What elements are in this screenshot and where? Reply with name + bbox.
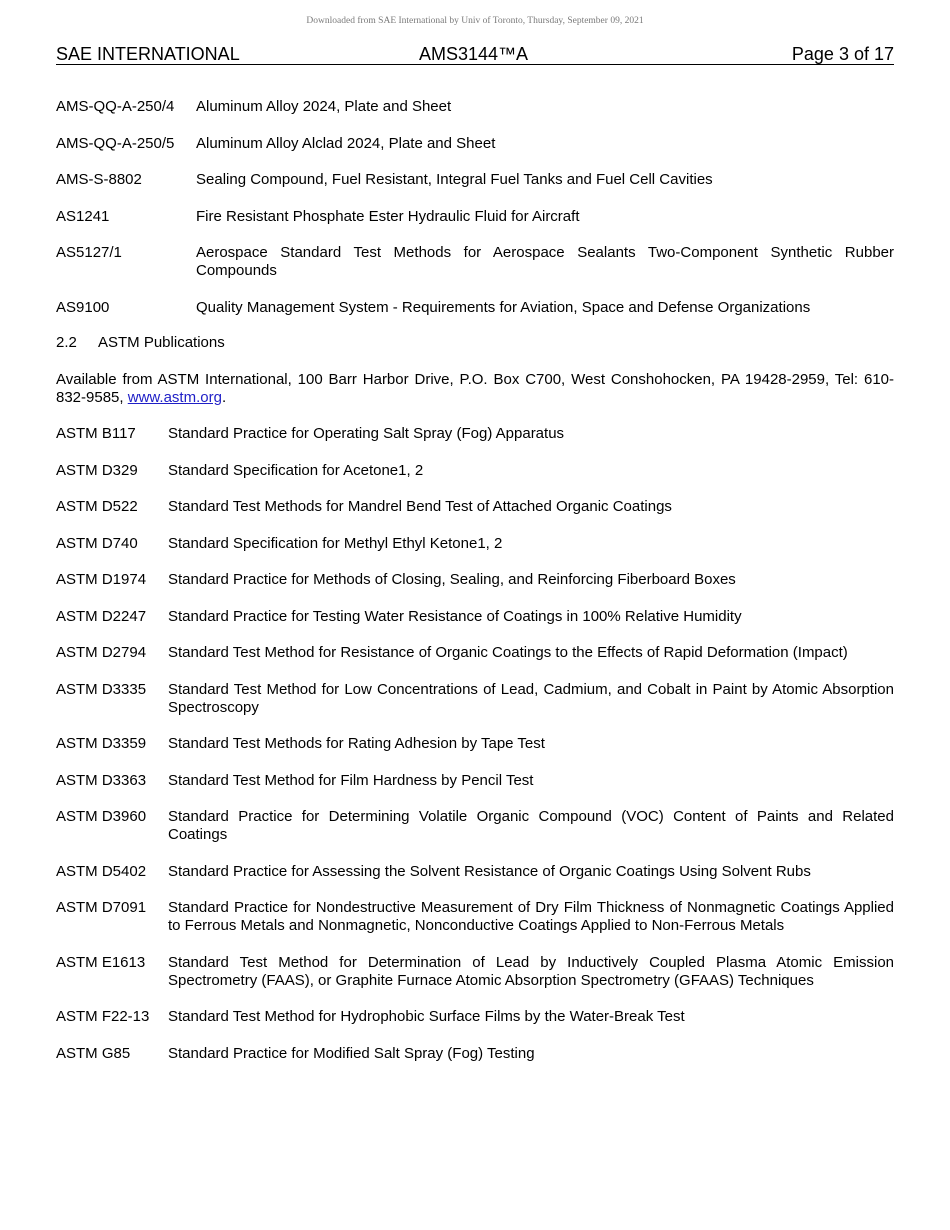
reference-code: ASTM D1974: [56, 571, 147, 588]
reference-item: [56, 571, 894, 589]
reference-title: Standard Test Method for Low Concentrations of Lead, Cadmium, and Cobalt in Paint by Atomic Absorption Spectroscopy: [168, 680, 894, 716]
reference-title: Standard Practice for Assessing the Solvent Resistance of Organic Coatings Using Solvent Rubs: [168, 862, 811, 880]
reference-title: Sealing Compound, Fuel Resistant, Integral Fuel Tanks and Fuel Cell Cavities: [196, 171, 713, 188]
reference-item: [56, 1008, 894, 1026]
reference-item: [56, 772, 894, 790]
reference-item: [56, 899, 894, 935]
reference-code: AS5127/1: [56, 244, 122, 261]
section-heading: [56, 334, 225, 352]
page-header: [56, 44, 894, 65]
reference-item: [56, 644, 894, 662]
astm-availability-paragraph: [56, 371, 894, 407]
header-page-number: Page 3 of 17: [791, 44, 894, 64]
reference-code: ASTM D3363: [56, 771, 147, 789]
reference-title: Fire Resistant Phosphate Ester Hydraulic Fluid for Aircraft: [196, 207, 580, 225]
reference-title: Standard Test Method for Film Hardness by Pencil Test: [168, 771, 534, 789]
reference-title: Aluminum Alloy Alclad 2024, Plate and Sheet: [196, 134, 496, 152]
reference-code: ASTM D3359: [56, 735, 147, 752]
header-document-number: AMS3144™A: [419, 44, 529, 64]
reference-code: AS9100: [56, 298, 110, 316]
availability-end: .: [221, 389, 227, 406]
reference-title: Quality Management System - Requirements for Aviation, Space and Defense Organizations: [196, 298, 811, 316]
reference-code: ASTM B117: [56, 425, 136, 442]
reference-title: Aerospace Standard Test Methods for Aerospace Sealants Two-Component Synthetic Rubber Compounds: [196, 244, 894, 279]
reference-item: [56, 808, 894, 844]
reference-title: Standard Practice for Modified Salt Spray (Fog) Testing: [168, 1044, 535, 1062]
reference-item: [56, 299, 894, 317]
reference-code: ASTM D3960: [56, 808, 147, 825]
reference-title: Standard Practice for Determining Volatile Organic Compound (VOC) Content of Paints and Related Coatings: [168, 808, 894, 843]
reference-code: ASTM D3335: [56, 680, 147, 698]
reference-code: ASTM D522: [56, 498, 138, 515]
reference-title: Standard Specification for Acetone1, 2: [168, 461, 424, 479]
sae-reference-list: [56, 98, 894, 317]
reference-item: [56, 735, 894, 753]
reference-title: Standard Practice for Methods of Closing, Sealing, and Reinforcing Fiberboard Boxes: [168, 571, 736, 588]
reference-code: ASTM D2247: [56, 607, 147, 625]
reference-title: Standard Test Method for Resistance of Organic Coatings to the Effects of Rapid Deformation (Impact): [168, 644, 848, 661]
reference-item: [56, 425, 894, 443]
reference-item: [56, 135, 894, 153]
reference-item: [56, 1045, 894, 1063]
reference-title: Standard Practice for Testing Water Resistance of Coatings in 100% Relative Humidity: [168, 607, 742, 625]
availability-text: Available from ASTM International, 100 Barr Harbor Drive, P.O. Box C700, West Conshohocken, PA 19428-2959, Tel: 610-832-9585,: [56, 371, 894, 406]
reference-item: [56, 208, 894, 226]
download-watermark: Downloaded from SAE International by Univ of Toronto, Thursday, September 09, 2021: [306, 16, 644, 26]
reference-title: Aluminum Alloy 2024, Plate and Sheet: [196, 98, 452, 115]
reference-item: [56, 954, 894, 990]
reference-title: Standard Test Methods for Mandrel Bend Test of Attached Organic Coatings: [168, 498, 672, 515]
reference-item: [56, 98, 894, 116]
reference-title: Standard Practice for Operating Salt Spray (Fog) Apparatus: [168, 425, 565, 442]
reference-item: [56, 171, 894, 189]
reference-code: ASTM D5402: [56, 862, 147, 880]
reference-item: [56, 863, 894, 881]
reference-item: [56, 535, 894, 553]
reference-code: ASTM D7091: [56, 899, 147, 916]
section-title: ASTM Publications: [98, 334, 225, 351]
section-number: 2.2: [56, 334, 77, 351]
reference-code: AS1241: [56, 207, 110, 225]
astm-reference-list: [56, 425, 894, 1063]
reference-code: AMS-S-8802: [56, 171, 142, 188]
reference-code: ASTM G85: [56, 1044, 131, 1062]
header-organization: SAE INTERNATIONAL: [56, 44, 240, 64]
reference-code: ASTM E1613: [56, 953, 146, 971]
reference-code: ASTM D740: [56, 534, 138, 552]
reference-code: ASTM F22-13: [56, 1008, 150, 1025]
reference-code: ASTM D329: [56, 461, 138, 479]
reference-item: [56, 462, 894, 480]
reference-title: Standard Practice for Nondestructive Measurement of Dry Film Thickness of Nonmagnetic Coatings Applied to Ferrous Metals and Nonmagnetic, Nonconductive Coatings Applied to Non-Ferrous Metals: [168, 899, 894, 934]
reference-item: [56, 498, 894, 516]
reference-title: Standard Test Method for Hydrophobic Surface Films by the Water-Break Test: [168, 1008, 685, 1025]
reference-item: [56, 244, 894, 280]
reference-title: Standard Specification for Methyl Ethyl Ketone1, 2: [168, 534, 503, 552]
reference-code: ASTM D2794: [56, 644, 147, 661]
reference-title: Standard Test Methods for Rating Adhesion by Tape Test: [168, 735, 545, 752]
reference-code: AMS-QQ-A-250/5: [56, 134, 175, 152]
reference-item: [56, 681, 894, 717]
reference-title: Standard Test Method for Determination of Lead by Inductively Coupled Plasma Atomic Emission Spectrometry (FAAS), or Graphite Furnace Atomic Absorption Spectrometry (GFAAS) Techniques: [168, 953, 894, 989]
astm-website-link[interactable]: www.astm.org: [127, 389, 222, 406]
reference-code: AMS-QQ-A-250/4: [56, 98, 175, 115]
reference-item: [56, 608, 894, 626]
